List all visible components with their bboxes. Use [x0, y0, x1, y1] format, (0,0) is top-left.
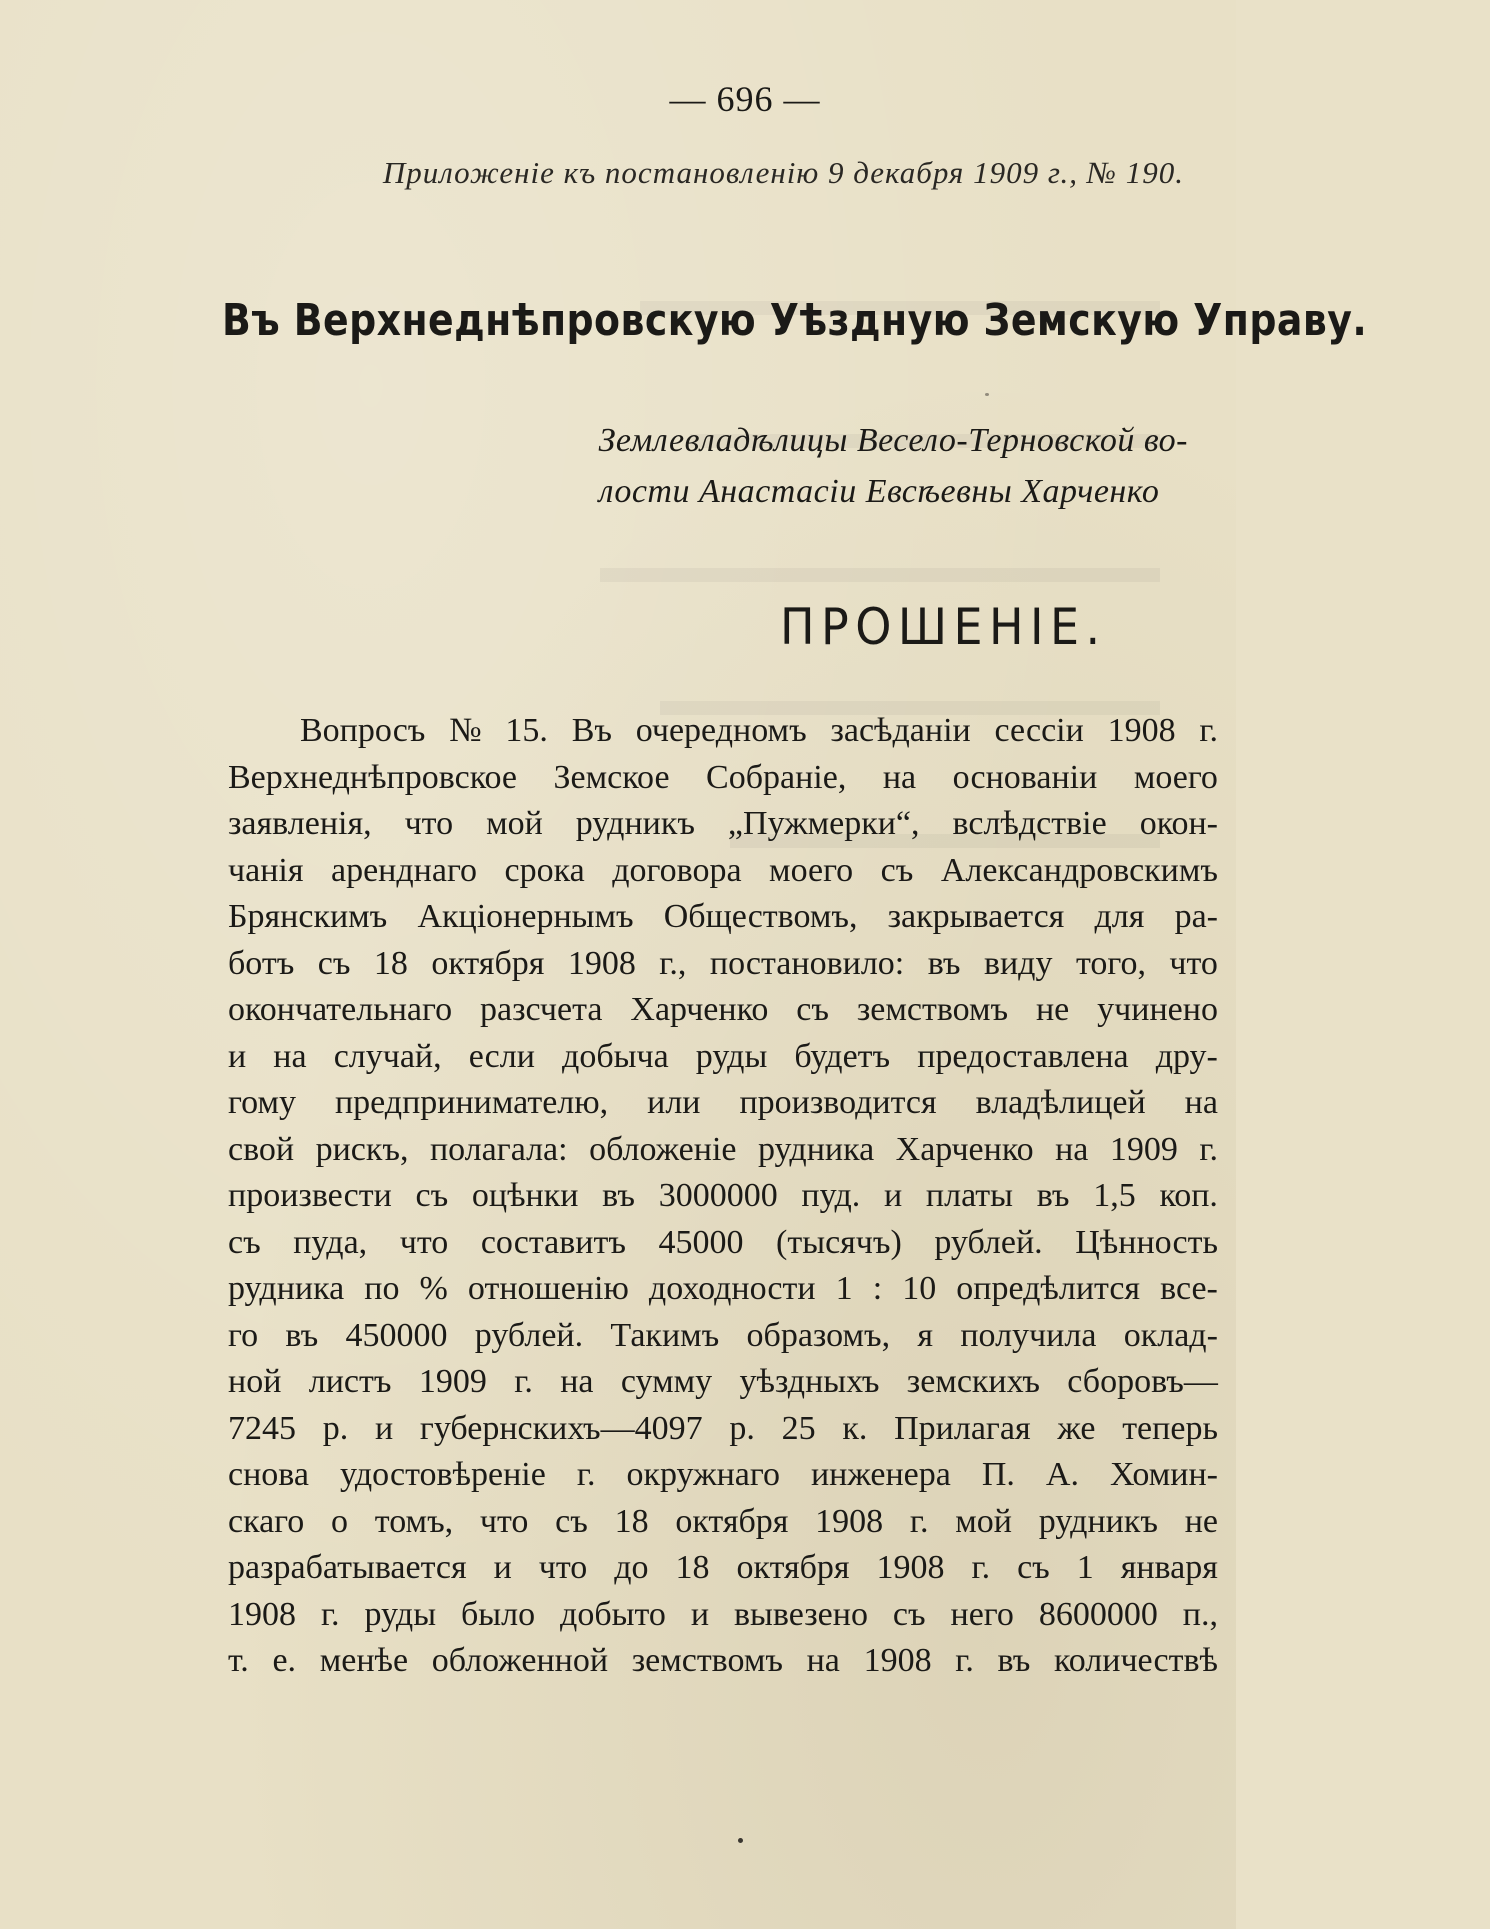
body-line: заявленія, что мой рудникъ „Пужмерки“, вслѣдствіе окон-	[228, 805, 1218, 842]
body-line: окончательнаго разсчета Харченко съ земствомъ не учинено	[228, 991, 1218, 1028]
sender-block	[599, 415, 1188, 517]
body-line: Вопросъ № 15. Въ очередномъ засѣданіи сессіи 1908 г.	[300, 712, 1218, 749]
body-line: рудника по % отношенію доходности 1 : 10 опредѣлится все-	[228, 1270, 1218, 1307]
body-line: и на случай, если добыча руды будетъ предоставлена дру-	[228, 1037, 1218, 1075]
sender-line: лости Анастасіи Евсѣевны Харченко	[598, 473, 1160, 510]
addressee-heading: Въ Верхнеднѣпровскую Уѣздную Земскую Управу.	[222, 295, 1368, 346]
body-line: съ пуда, что составитъ 45000 (тысячъ) рублей. Цѣнность	[228, 1223, 1218, 1261]
body-line: ной листъ 1909 г. на сумму уѣздныхъ земскихъ сборовъ—	[228, 1363, 1218, 1400]
page-number: — 696 —	[669, 79, 821, 119]
body-line: произвести съ оцѣнки въ 3000000 пуд. и платы въ 1,5 коп.	[228, 1177, 1218, 1214]
sender-line: Землевладѣлицы Весело-Терновской во-	[598, 422, 1188, 459]
petition-body	[228, 708, 1218, 1685]
document-title: ПРОШЕНІЕ.	[780, 598, 1107, 656]
body-line: разрабатывается и что до 18 октября 1908 г. съ 1 января	[228, 1549, 1218, 1586]
body-line: го въ 450000 рублей. Такимъ образомъ, я получила оклад-	[228, 1316, 1218, 1354]
ink-speck	[738, 1838, 743, 1843]
body-line: чанія аренднаго срока договора моего съ Александровскимъ	[228, 851, 1218, 889]
body-line: скаго о томъ, что съ 18 октября 1908 г. мой рудникъ не	[228, 1502, 1218, 1540]
body-line: Брянскимъ Акціонернымъ Обществомъ, закрывается для ра-	[228, 898, 1218, 935]
body-line: снова удостовѣреніе г. окружнаго инженера П. А. Хомин-	[228, 1456, 1218, 1493]
body-line: гому предпринимателю, или производится владѣлицей на	[228, 1084, 1218, 1121]
body-line: Верхнеднѣпровское Земское Собраніе, на основаніи моего	[228, 758, 1218, 796]
body-line: ботъ съ 18 октября 1908 г., постановило: въ виду того, что	[228, 944, 1218, 982]
body-line: т. е. менѣе обложенной земствомъ на 1908 г. въ количествѣ	[228, 1642, 1218, 1679]
appendix-note: Приложеніе къ постановленію 9 декабря 1909 г., № 190.	[382, 155, 1184, 190]
ink-speck	[985, 393, 989, 396]
body-line: свой рискъ, полагала: обложеніе рудника Харченко на 1909 г.	[228, 1130, 1218, 1168]
body-line: 1908 г. руды было добыто и вывезено съ него 8600000 п.,	[228, 1595, 1218, 1633]
body-line: 7245 р. и губернскихъ—4097 р. 25 к. Прилагая же теперь	[228, 1409, 1218, 1447]
